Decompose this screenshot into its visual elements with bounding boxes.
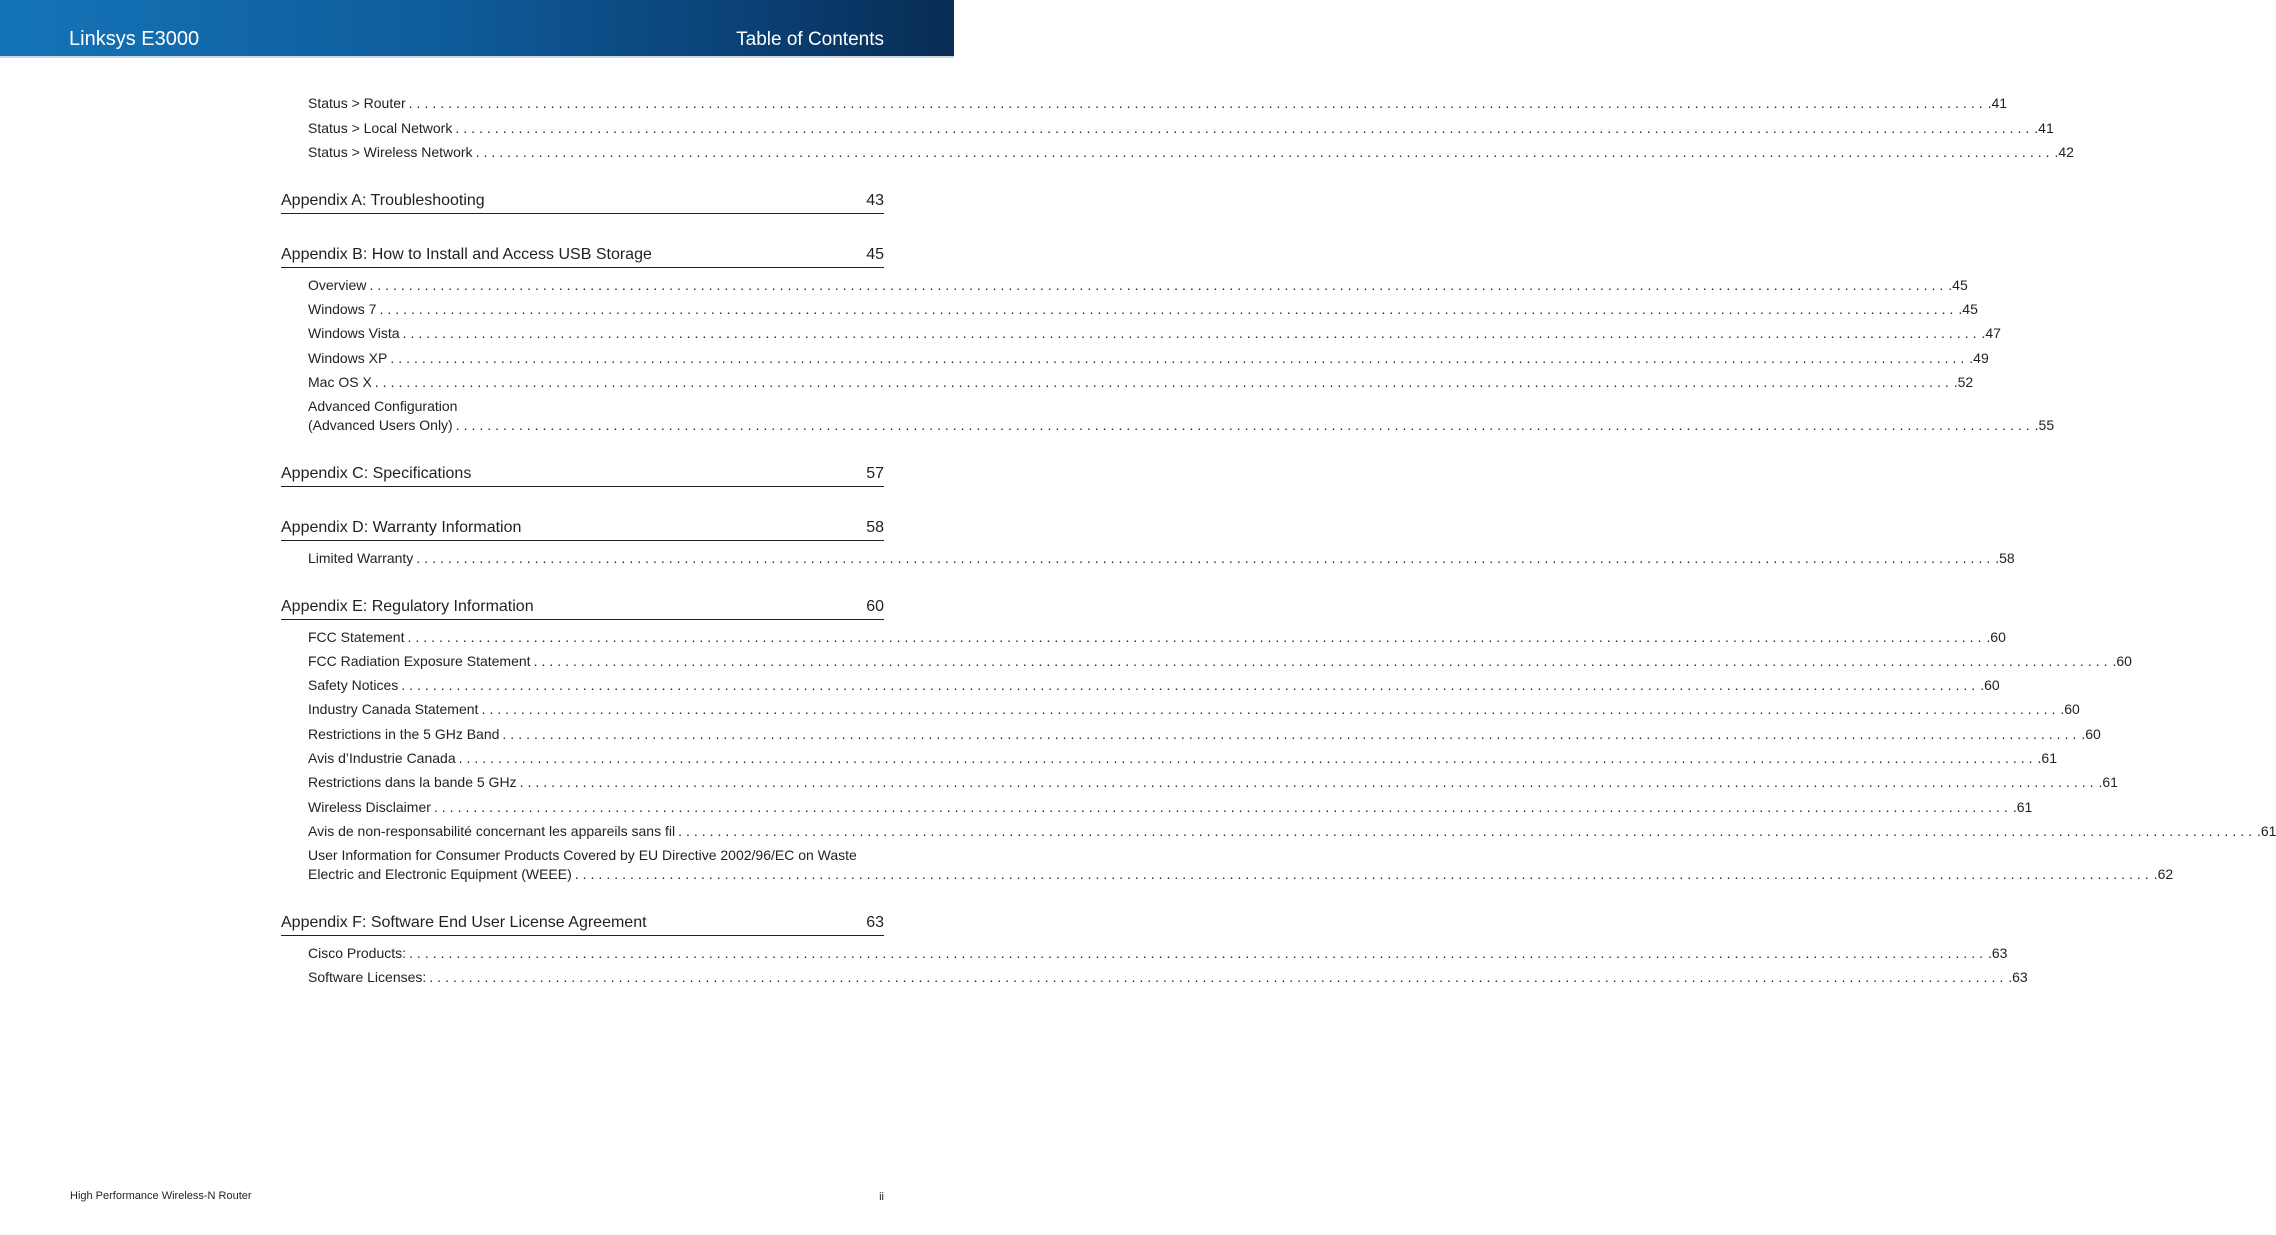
page-header	[0, 0, 954, 58]
leader-dots: ........................................................................................................................................................................................................	[475, 144, 2054, 160]
leader-dots: ........................................................................................................................................................................................................	[533, 653, 2112, 669]
toc-entry[interactable]: Avis d’Industrie Canada ........................................................................................................................................................................................................ .61	[308, 750, 2058, 766]
toc-section-appendix-d[interactable]: Appendix D: Warranty Information 58	[281, 518, 884, 541]
toc-entry[interactable]: Wireless Disclaimer ........................................................................................................................................................................................................ .61	[308, 799, 2033, 815]
leader-dots: ........................................................................................................................................................................................................	[429, 969, 2008, 985]
leader-dots: ........................................................................................................................................................................................................	[481, 701, 2060, 717]
toc-entry-advanced-configuration[interactable]: Advanced Configuration (Advanced Users Only) ........................................................................................................................................................................................................ .55	[308, 398, 2055, 433]
footer-page-number: ii	[879, 1191, 884, 1203]
leader-dots: ........................................................................................................................................................................................................	[455, 120, 2034, 136]
toc-entry[interactable]: Restrictions dans la bande 5 GHz ........................................................................................................................................................................................................ .61	[308, 774, 2118, 790]
toc-entry[interactable]: FCC Radiation Exposure Statement ........................................................................................................................................................................................................ .60	[308, 653, 2132, 669]
toc-section-appendix-e[interactable]: Appendix E: Regulatory Information 60	[281, 597, 884, 620]
leader-dots: ........................................................................................................................................................................................................	[678, 823, 2256, 839]
toc-entry[interactable]: Status > Wireless Network ........................................................................................................................................................................................................ .42	[308, 144, 2074, 160]
toc-entry[interactable]: Software Licenses: ........................................................................................................................................................................................................ .63	[308, 969, 2028, 985]
leader-dots: ........................................................................................................................................................................................................	[369, 277, 1948, 293]
toc-entry[interactable]: Safety Notices ........................................................................................................................................................................................................ .60	[308, 677, 2000, 693]
toc-entry[interactable]: Windows 7 ........................................................................................................................................................................................................ .45	[308, 301, 1978, 317]
leader-dots: ........................................................................................................................................................................................................	[379, 301, 1958, 317]
toc-entry[interactable]: Windows Vista ........................................................................................................................................................................................................ .47	[308, 325, 2001, 341]
toc-section-appendix-b[interactable]: Appendix B: How to Install and Access USB Storage 45	[281, 245, 884, 268]
toc-entry[interactable]: FCC Statement ........................................................................................................................................................................................................ .60	[308, 629, 2006, 645]
toc-entry[interactable]: Avis de non-responsabilité concernant les appareils sans fil ........................................................................................................................................................................................................ .61	[308, 823, 2276, 839]
leader-dots: ........................................................................................................................................................................................................	[519, 774, 2098, 790]
leader-dots: ........................................................................................................................................................................................................	[433, 799, 2012, 815]
toc-section-appendix-c[interactable]: Appendix C: Specifications 57	[281, 464, 884, 487]
leader-dots: ........................................................................................................................................................................................................	[390, 350, 1969, 366]
toc-entry[interactable]: Overview ........................................................................................................................................................................................................ .45	[308, 277, 1968, 293]
leader-dots: ........................................................................................................................................................................................................	[374, 374, 1953, 390]
toc-entry[interactable]: Status > Local Network ........................................................................................................................................................................................................ .41	[308, 120, 2054, 136]
leader-dots: ........................................................................................................................................................................................................	[458, 750, 2037, 766]
section-title: Table of Contents	[736, 29, 884, 50]
leader-dots: ........................................................................................................................................................................................................	[416, 550, 1995, 566]
toc-entry[interactable]: Windows XP ........................................................................................................................................................................................................ .49	[308, 350, 1989, 366]
leader-dots: ........................................................................................................................................................................................................	[407, 629, 1986, 645]
toc-section-appendix-a[interactable]: Appendix A: Troubleshooting 43	[281, 191, 884, 214]
leader-dots: ........................................................................................................................................................................................................	[455, 417, 2034, 433]
leader-dots: ........................................................................................................................................................................................................	[574, 866, 2153, 882]
toc-entry-weee[interactable]: User Information for Consumer Products Covered by EU Directive 2002/96/EC on Waste Electric and Electronic Equipment (WEEE) ........................................................................................................................................................................................................ .62	[308, 847, 2174, 882]
footer-product-line: High Performance Wireless-N Router	[70, 1190, 252, 1202]
toc-entry[interactable]: Status > Router ........................................................................................................................................................................................................ .41	[308, 95, 2008, 111]
leader-dots: ........................................................................................................................................................................................................	[409, 945, 1987, 961]
leader-dots: ........................................................................................................................................................................................................	[402, 325, 1981, 341]
toc-entry[interactable]: Limited Warranty ........................................................................................................................................................................................................ .58	[308, 550, 2015, 566]
toc-entry[interactable]: Industry Canada Statement ........................................................................................................................................................................................................ .60	[308, 701, 2080, 717]
toc-entry[interactable]: Mac OS X ........................................................................................................................................................................................................ .52	[308, 374, 1974, 390]
leader-dots: ........................................................................................................................................................................................................	[502, 726, 2081, 742]
leader-dots: ........................................................................................................................................................................................................	[401, 677, 1980, 693]
product-title: Linksys E3000	[69, 28, 200, 50]
toc-section-appendix-f[interactable]: Appendix F: Software End User License Agreement 63	[281, 913, 884, 936]
toc-entry[interactable]: Restrictions in the 5 GHz Band ........................................................................................................................................................................................................ .60	[308, 726, 2101, 742]
leader-dots: ........................................................................................................................................................................................................	[408, 95, 1987, 111]
toc-entry[interactable]: Cisco Products: ........................................................................................................................................................................................................ .63	[308, 945, 2008, 961]
